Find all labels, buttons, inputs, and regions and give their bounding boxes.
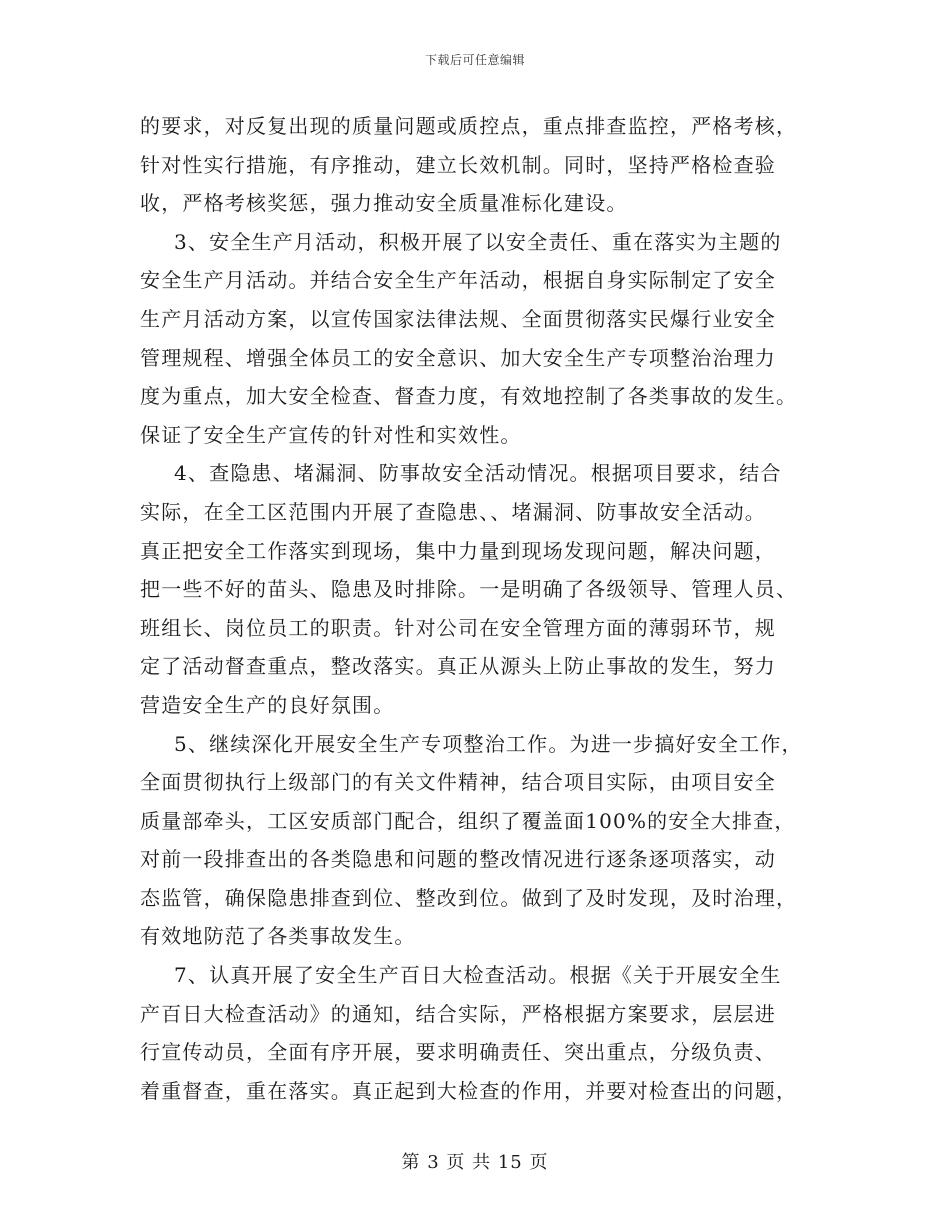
- text-line: 真正把安全工作落实到现场，集中力量到现场发现问题，解决问题，: [140, 538, 776, 563]
- text-line: 班组长、岗位员工的职责。针对公司在安全管理方面的薄弱环节，规: [140, 615, 776, 640]
- text-line: 安全生产月活动。并结合安全生产年活动，根据自身实际制定了安全: [140, 268, 776, 293]
- text-line: 对前一段排查出的各类隐患和问题的整改情况进行逐条逐项落实，动: [140, 847, 776, 872]
- text-line: 7、认真开展了安全生产百日大检查活动。根据《关于开展安全生: [174, 963, 782, 988]
- text-line: 质量部牵头，工区安质部门配合，组织了覆盖面100%的安全大排查，: [140, 808, 796, 833]
- text-line: 态监管，确保隐患排查到位、整改到位。做到了及时发现，及时治理，: [140, 885, 798, 910]
- text-line: 有效地防范了各类事故发生。: [140, 924, 416, 949]
- page-header: 下载后可任意编辑: [424, 53, 525, 67]
- text-line: 4、查隐患、堵漏洞、防事故安全活动情况。根据项目要求，结合: [174, 461, 782, 486]
- text-line: 全面贯彻执行上级部门的有关文件精神，结合项目实际，由项目安全: [140, 770, 776, 795]
- text-line: 把一些不好的苗头、隐患及时排除。一是明确了各级领导、管理人员、: [140, 577, 798, 602]
- text-line: 着重督查，重在落实。真正起到大检查的作用，并要对检查出的问题，: [140, 1078, 798, 1103]
- text-line: 行宣传动员，全面有序开展，要求明确责任、突出重点，分级负责、: [140, 1040, 776, 1065]
- text-line: 生产月活动方案，以宣传国家法律法规、全面贯彻落实民爆行业安全: [140, 306, 776, 331]
- text-line: 收，严格考核奖惩，强力推动安全质量准标化建设。: [140, 191, 628, 216]
- body-text: [140, 107, 840, 1110]
- text-line: 管理规程、增强全体员工的安全意识、加大安全生产专项整治治理力: [140, 345, 776, 370]
- text-line: 定了活动督查重点，整改落实。真正从源头上防止事故的发生，努力: [140, 654, 776, 679]
- page-footer: 第 3 页 共 15 页: [401, 1152, 549, 1173]
- text-line: 度为重点，加大安全检查、督查力度，有效地控制了各类事故的发生。: [140, 384, 798, 409]
- text-line: 实际，在全工区范围内开展了查隐患、、堵漏洞、防事故安全活动。: [140, 499, 766, 524]
- text-line: 的要求，对反复出现的质量问题或质控点，重点排查监控，严格考核，: [140, 114, 798, 138]
- text-line: 3、安全生产月活动，积极开展了以安全责任、重在落实为主题的: [174, 229, 782, 254]
- text-line: 5、继续深化开展安全生产专项整治工作。为进一步搞好安全工作，: [174, 731, 803, 756]
- text-line: 针对性实行措施，有序推动，建立长效机制。同时，坚持严格检查验: [140, 152, 776, 177]
- text-line: 保证了安全生产宣传的针对性和实效性。: [140, 422, 522, 447]
- text-line: 营造安全生产的良好氛围。: [140, 692, 395, 717]
- text-line: 产百日大检查活动》的通知，结合实际，严格根据方案要求，层层进: [140, 1001, 776, 1026]
